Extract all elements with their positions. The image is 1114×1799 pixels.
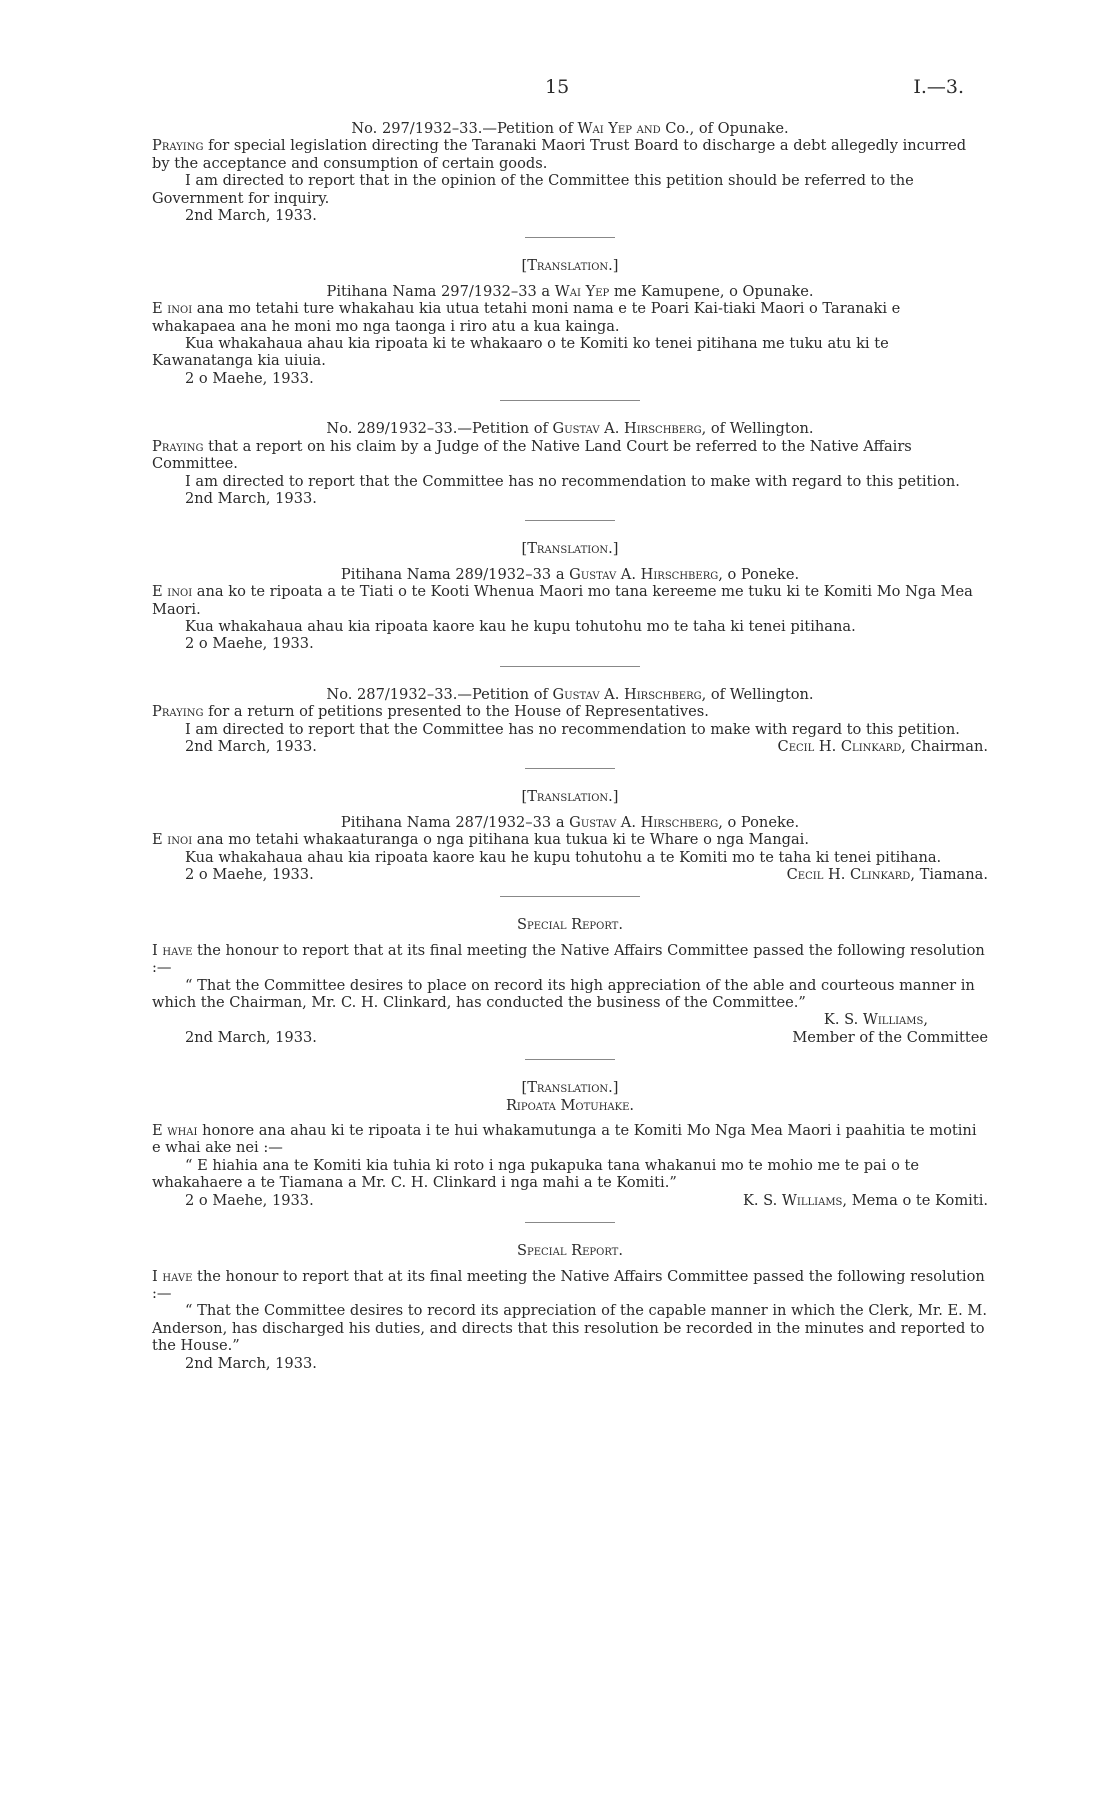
translation-prayer: E inoi ana ko te ripoata a te Tiati o te Kooti Whenua Maori mo tana kereeme me tuku ki te Komiti Mo Nga Mea Maori. bbox=[152, 583, 973, 618]
section-divider bbox=[500, 896, 640, 897]
committee-report: I am directed to report that in the opinion of the Committee this petition should be referred to the Government for inquiry. bbox=[152, 172, 914, 207]
report-date: 2nd March, 1933. bbox=[185, 1028, 317, 1046]
translation-title: Pitihana Nama 287/1932–33 a Gustav A. Hirschberg, o Poneke. bbox=[340, 813, 800, 831]
translation-report: Kua whakahaua ahau kia ripoata kaore kau he kupu tohutohu a te Komiti mo te taha ki tenei pitihana. bbox=[185, 848, 942, 866]
committee-report: I am directed to report that the Committee has no recommendation to make with regard to this petition. bbox=[185, 472, 960, 490]
special-report-body: I have the honour to report that at its final meeting the Native Affairs Committee passed the following resolution :— bbox=[152, 1267, 985, 1302]
section-divider bbox=[525, 1222, 615, 1223]
petition-prayer: Praying that a report on his claim by a Judge of the Native Land Court be referred to the Native Affairs Committee. bbox=[152, 437, 912, 473]
translation-body: E whai honore ana ahau ki te ripoata i te hui whakamutunga a te Komiti Mo Nga Mea Maori i paahitia te motini e whai ake nei :— bbox=[152, 1122, 977, 1157]
translation-date: 2 o Maehe, 1933. bbox=[185, 1191, 314, 1209]
report-date: 2nd March, 1933. bbox=[185, 1354, 317, 1372]
date-signature-row bbox=[152, 738, 988, 755]
petition-287 bbox=[152, 686, 988, 756]
petition-297 bbox=[152, 120, 988, 224]
resolution-quote: “ That the Committee desires to place on record its high appreciation of the able and courteous manner in which the Chairman, Mr. C. H. Clinkard, has conducted the business of the Committee.” bbox=[152, 976, 975, 1012]
translation-heading: [Translation.] bbox=[521, 257, 619, 275]
date-signature-row bbox=[152, 1192, 988, 1209]
member-role: Member of the Committee bbox=[792, 1028, 988, 1046]
translation-report: Kua whakahaua ahau kia ripoata kaore kau he kupu tohutohu mo te taha ki tenei pitihana. bbox=[185, 617, 856, 635]
committee-report: I am directed to report that the Committee has no recommendation to make with regard to this petition. bbox=[185, 720, 960, 738]
translation-297 bbox=[152, 257, 988, 387]
translation-subheading: Ripoata Motuhake. bbox=[505, 1096, 635, 1114]
translation-heading: [Translation.] bbox=[521, 540, 619, 558]
chairman-signature: Cecil H. Clinkard, Chairman. bbox=[777, 737, 988, 755]
member-signature: K. S. Williams, Mema o te Komiti. bbox=[742, 1191, 988, 1209]
chairman-signature: Cecil H. Clinkard, Tiamana. bbox=[786, 866, 988, 883]
resolution-quote: “ That the Committee desires to record its appreciation of the capable manner in which the Clerk, Mr. E. M. Anderson, has discharged his duties, and directs that this resolution be recorded in the minutes and reported to the House.” bbox=[152, 1302, 988, 1355]
special-report-heading: Special Report. bbox=[516, 916, 623, 934]
petition-title: No. 297/1932–33.—Petition of Wai Yep and Co., of Opunake. bbox=[351, 120, 789, 137]
translation-title: Pitihana Nama 289/1932–33 a Gustav A. Hirschberg, o Poneke. bbox=[340, 565, 800, 583]
translation-quote: “ E hiahia ana te Komiti kia tuhia ki roto i nga pukapuka tana whakanui mo te mohio me te pai o te whakahaere a te Tiamana a Mr. C. H. Clinkard i nga mahi a te Komiti.” bbox=[152, 1156, 920, 1192]
translation-special-report bbox=[152, 1079, 988, 1209]
report-date: 2nd March, 1933. bbox=[185, 207, 317, 225]
paper-code: I.—3. bbox=[913, 76, 964, 98]
special-report-clerk bbox=[152, 1242, 988, 1372]
translation-287 bbox=[152, 788, 988, 883]
special-report-chairman bbox=[152, 916, 988, 1046]
section-divider bbox=[500, 400, 640, 401]
section-divider bbox=[500, 666, 640, 667]
page-number: 15 bbox=[545, 76, 570, 98]
translation-report: Kua whakahaua ahau kia ripoata ki te whakaaro o te Komiti ko tenei pitihana me tuku atu ki te Kawanatanga kia uiuia. bbox=[152, 335, 889, 370]
page-header bbox=[0, 76, 1114, 98]
translation-date: 2 o Maehe, 1933. bbox=[185, 635, 314, 653]
translation-prayer: E inoi ana mo tetahi ture whakahau kia utua tetahi moni nama e te Poari Kai-tiaki Maori o Taranaki e whakapaea ana he moni mo nga taonga i riro atu a kua kainga. bbox=[152, 300, 901, 335]
special-report-heading: Special Report. bbox=[516, 1242, 623, 1260]
petition-title: No. 289/1932–33.—Petition of Gustav A. Hirschberg, of Wellington. bbox=[326, 420, 814, 438]
translation-date: 2 o Maehe, 1933. bbox=[185, 866, 314, 883]
section-divider bbox=[525, 768, 615, 769]
translation-title: Pitihana Nama 297/1932–33 a Wai Yep me Kamupene, o Opunake. bbox=[326, 282, 814, 300]
special-report-body: I have the honour to report that at its final meeting the Native Affairs Committee passed the following resolution :— bbox=[152, 941, 985, 977]
translation-heading: [Translation.] bbox=[521, 1079, 619, 1097]
translation-heading: [Translation.] bbox=[521, 788, 619, 806]
page-content bbox=[152, 120, 988, 1372]
petition-prayer: Praying for a return of petitions presented to the House of Representatives. bbox=[152, 703, 709, 721]
section-divider bbox=[525, 520, 615, 521]
petition-prayer: Praying for special legislation directing the Taranaki Maori Trust Board to discharge a debt allegedly incurred by the acceptance and consumption of certain goods. bbox=[152, 137, 967, 172]
report-date: 2nd March, 1933. bbox=[185, 737, 317, 755]
date-signature-row bbox=[152, 866, 988, 883]
petition-289 bbox=[152, 420, 988, 507]
petition-title: No. 287/1932–33.—Petition of Gustav A. Hirschberg, of Wellington. bbox=[326, 685, 814, 703]
report-date: 2nd March, 1933. bbox=[185, 489, 317, 507]
section-divider bbox=[525, 1059, 615, 1060]
section-divider bbox=[525, 237, 615, 238]
translation-date: 2 o Maehe, 1933. bbox=[185, 369, 314, 387]
translation-prayer: E inoi ana mo tetahi whakaaturanga o nga pitihana kua tukua ki te Whare o nga Mangai. bbox=[152, 831, 809, 849]
member-signature: K. S. Williams, bbox=[823, 1011, 928, 1029]
date-signature-row bbox=[152, 1029, 988, 1046]
translation-289 bbox=[152, 540, 988, 652]
